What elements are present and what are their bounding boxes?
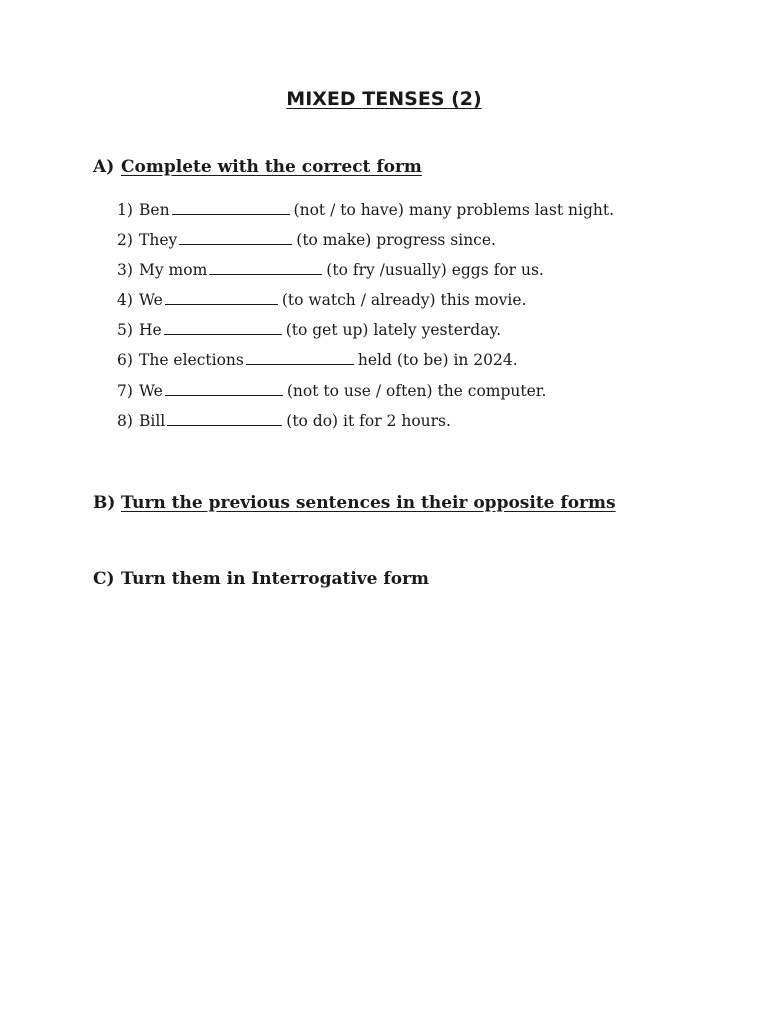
item-prompt: (not / to have) many problems last night. xyxy=(293,201,615,219)
answer-blank[interactable] xyxy=(165,303,278,305)
section-c-letter: C) xyxy=(93,569,115,589)
exercise-item-6 xyxy=(117,351,614,381)
section-b-title: Turn the previous sentences in their opposite forms xyxy=(121,493,616,513)
section-a-heading xyxy=(93,157,422,177)
exercise-item-5 xyxy=(117,321,614,351)
item-prompt: (to get up) lately yesterday. xyxy=(285,321,502,340)
answer-blank[interactable] xyxy=(165,394,283,396)
answer-blank[interactable] xyxy=(246,363,354,365)
exercise-item-2 xyxy=(117,231,614,261)
item-subject: My mom xyxy=(139,261,208,280)
item-prompt: held (to be) in 2024. xyxy=(357,351,518,370)
item-prompt: (to make) progress since. xyxy=(296,231,496,250)
item-number: 7) xyxy=(117,381,133,400)
item-subject: Bill xyxy=(139,411,166,430)
section-b-letter: B) xyxy=(93,493,116,513)
exercise-item-7 xyxy=(117,382,614,412)
item-number: 5) xyxy=(117,321,133,340)
item-number: 4) xyxy=(117,291,133,310)
answer-blank[interactable] xyxy=(164,333,282,335)
exercise-item-8 xyxy=(117,412,614,442)
item-prompt: (to do) it for 2 hours. xyxy=(286,411,451,430)
exercise-list xyxy=(117,201,614,442)
item-number: 2) xyxy=(117,231,133,250)
exercise-item-4 xyxy=(117,291,614,321)
item-subject: The elections xyxy=(139,351,244,370)
section-c-heading xyxy=(93,569,429,589)
section-a-letter: A) xyxy=(93,157,115,177)
item-subject: Ben xyxy=(139,201,170,219)
section-b-heading xyxy=(93,493,616,513)
item-subject: We xyxy=(139,291,163,310)
exercise-item-3 xyxy=(117,261,614,291)
section-a-title: Complete with the correct form xyxy=(121,157,422,177)
answer-blank[interactable] xyxy=(179,243,292,245)
exercise-item-1 xyxy=(117,201,614,231)
section-c-title: Turn them in Interrogative form xyxy=(121,569,430,589)
item-number: 8) xyxy=(117,411,133,430)
answer-blank[interactable] xyxy=(172,213,290,215)
answer-blank[interactable] xyxy=(209,273,322,275)
item-number: 3) xyxy=(117,261,133,280)
page-title: MIXED TENSES (2) xyxy=(286,88,482,110)
item-number: 6) xyxy=(117,351,133,370)
item-prompt: (to fry /usually) eggs for us. xyxy=(326,261,544,280)
item-number: 1) xyxy=(117,201,133,219)
item-subject: He xyxy=(139,321,162,340)
item-subject: We xyxy=(139,381,163,400)
item-prompt: (not to use / often) the computer. xyxy=(286,381,547,400)
item-subject: They xyxy=(139,231,178,250)
answer-blank[interactable] xyxy=(167,424,282,426)
item-prompt: (to watch / already) this movie. xyxy=(281,291,527,310)
